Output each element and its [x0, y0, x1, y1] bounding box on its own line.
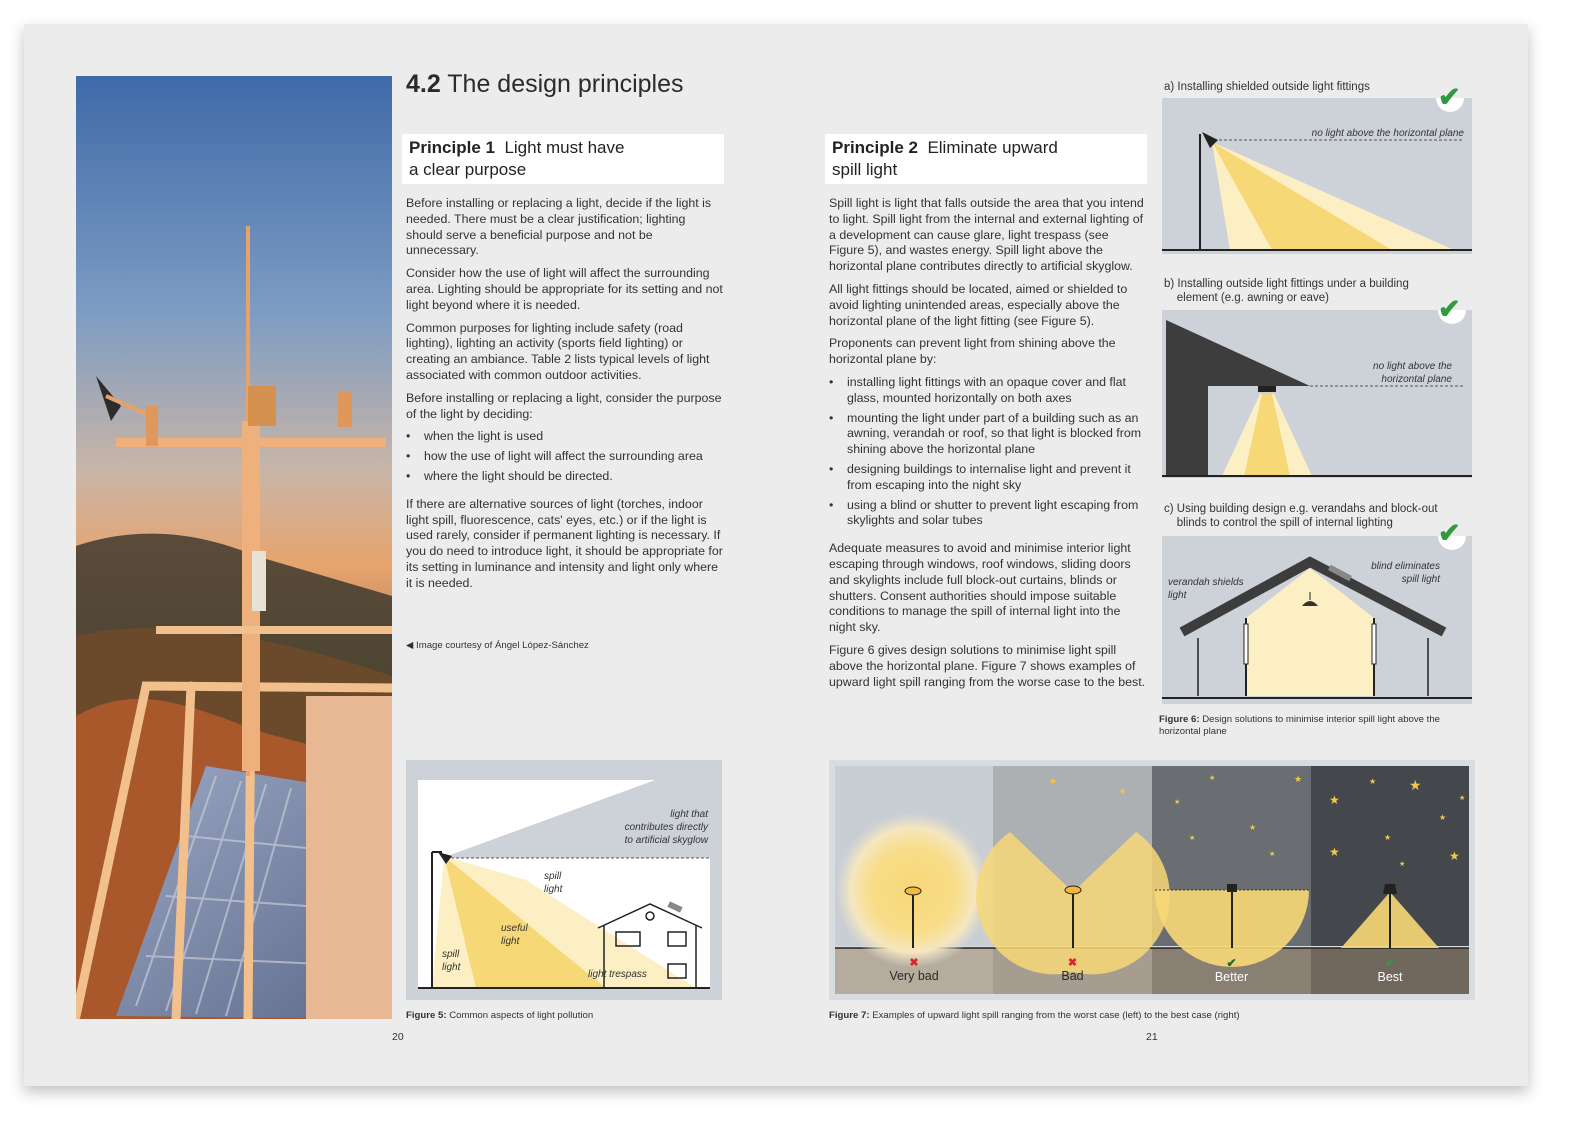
svg-text:★: ★	[1369, 777, 1377, 786]
list-item: • designing buildings to internalise light and prevent it from escaping into the night sky	[829, 462, 1147, 494]
check-icon: ✔	[1384, 956, 1396, 970]
trespass-label: light trespass	[588, 969, 647, 980]
list-item: • when the light is used	[406, 429, 724, 445]
figure-7-caption: Figure 7: Examples of upward light spill ranging from the worst case (left) to the best case (right)	[829, 1010, 1240, 1021]
figure-5-caption: Figure 5: Common aspects of light pollution	[406, 1010, 594, 1021]
svg-text:★: ★	[1119, 787, 1127, 796]
svg-text:★: ★	[1269, 851, 1276, 858]
figure-6a-diagram	[1162, 98, 1472, 254]
principle-1-text: Before installing or replacing a light, decide if the light is needed. There must be a clear justification; lighting should serve a beneficial purpose and not be unnecessary. Consider how the use of light will affect the surrounding area. Lighting should be appropriate for its setting and not light beyond where it is needed. Common purposes for lighting include safety (road lighting), lighting an activity (sports field lighting) or creating an ambiance. Table 2 lists typical levels of light associated with common outdoor activities. Before installing or replacing a light, consider the purpose of the light by deciding: • when the light is used • how the use of light will affect the surrounding area • where the light should be directed. If there are alternative sources of light (torches, indoor light spill, fluorescence, cats' eyes, etc.) or if the light is used rarely, consider if permanent lighting is necessary. If you do need to introduce light, it should be appropriate for its setting in luminance and intensity and light only where it is needed.	[406, 196, 724, 599]
figure-6c-label: c) Using building design e.g. verandahs and block-out blinds to control the spill of internal lighting	[1164, 503, 1438, 529]
svg-text:★: ★	[1329, 793, 1340, 807]
figure-6b-label: b) Installing outside light fittings under a building element (e.g. awning or eave)	[1164, 278, 1409, 304]
check-icon: ✔	[1438, 82, 1461, 112]
principle-1-heading: Principle 1 Light must have a clear purpose	[402, 134, 724, 184]
svg-text:★: ★	[1049, 776, 1058, 786]
check-icon: ✔	[1438, 518, 1461, 548]
principle-2-text: Spill light is light that falls outside the area that you intend to light. Spill light from the internal and external lighting of a development can cause glare, light trespass (see Figure 5), and wastes energy. Spill light above the horizontal plane contributes directly to artificial skyglow. All light fittings should be located, aimed or shielded to avoid lighting unintended areas, especially above the horizontal plane of the light fitting (see Figure 5). Proponents can prevent light from shining above the horizontal plane by: • installing light fittings with an opaque cover and flat glass, mounted horizontally on both axes • mounting the light under part of a building such as an awning, verandah or roof, so that light is blocked from shining above the horizontal plane • designing buildings to internalise light and prevent it from escaping into the night sky • using a blind or shutter to prevent light escaping from skylights and solar tubes Adequate measures to avoid and minimise interior light escaping through windows, roof windows, sliding doors and skylights include full block-out curtains, blinds or shutters. Consent authorities should impose suitable conditions to manage the spill of internal light into the night sky. Figure 6 gives design solutions to minimise light spill above the horizontal plane. Figure 7 shows examples of upward light spill ranging from the worse case to the best.	[829, 196, 1147, 697]
svg-text:★: ★	[1459, 795, 1466, 802]
page-number-right: 21	[1146, 1031, 1158, 1043]
blind-label: blind eliminates spill light	[1371, 561, 1440, 585]
figure-7-diagram	[829, 760, 1475, 1000]
useful-light-label: useful light	[501, 923, 528, 947]
list-item: • using a blind or shutter to prevent light escaping from skylights and solar tubes	[829, 498, 1147, 530]
figure-7-panel-better: ✔ Better	[1152, 956, 1311, 984]
svg-text:★: ★	[1294, 774, 1303, 784]
purpose-list	[406, 429, 724, 484]
page-number-left: 20	[392, 1031, 404, 1043]
cross-icon: ✖	[909, 957, 919, 969]
svg-text:★: ★	[1249, 823, 1257, 832]
weather-station-photo	[76, 76, 392, 1019]
svg-text:★: ★	[1189, 835, 1196, 842]
check-icon: ✔	[1226, 956, 1237, 970]
svg-text:★: ★	[1384, 833, 1392, 842]
list-item: • where the light should be directed.	[406, 469, 724, 485]
left-arrow-icon: ◀	[406, 640, 417, 651]
check-icon: ✔	[1438, 294, 1461, 324]
no-light-note-b: no light above the horizontal plane	[1373, 361, 1452, 385]
svg-text:★: ★	[1449, 849, 1460, 863]
figure-5-diagram	[406, 760, 722, 1000]
upper-spill-label: spill light	[544, 871, 563, 895]
svg-text:★: ★	[1399, 861, 1406, 868]
skyglow-label: light that contributes directly to artificial skyglow	[624, 809, 708, 846]
brochure-spread	[24, 24, 1528, 1086]
list-item: • installing light fittings with an opaque cover and flat glass, mounted horizontally on both axes	[829, 375, 1147, 407]
svg-text:★: ★	[1174, 799, 1181, 806]
svg-text:★: ★	[1209, 775, 1216, 782]
image-credit: ◀ Image courtesy of Ángel López-Sánchez	[406, 640, 589, 651]
prevention-list	[829, 375, 1147, 529]
no-light-note: no light above the horizontal plane	[1311, 128, 1464, 139]
figure-6-caption: Figure 6: Design solutions to minimise interior spill light above the horizontal plane	[1159, 714, 1441, 737]
figure-6b-diagram	[1162, 310, 1472, 478]
figure-7-panel-bad: ✖ Bad	[993, 956, 1152, 983]
figure-7-panel-best: ✔ Best	[1311, 956, 1469, 984]
principle-2-heading: Principle 2 Eliminate upward spill light	[825, 134, 1147, 184]
svg-text:★: ★	[1439, 813, 1447, 822]
section-heading: 4.2 The design principles	[406, 70, 684, 98]
verandah-label: verandah shields light	[1168, 577, 1244, 601]
svg-text:★: ★	[1409, 777, 1422, 793]
svg-text:★: ★	[1329, 845, 1340, 859]
figure-6a-label: a) Installing shielded outside light fittings	[1164, 81, 1370, 93]
lower-spill-label: spill light	[442, 949, 461, 973]
figure-6c-diagram	[1162, 536, 1472, 704]
cross-icon: ✖	[1067, 957, 1078, 969]
list-item: • how the use of light will affect the surrounding area	[406, 449, 724, 465]
figure-7-panel-very-bad: ✖ Very bad	[835, 956, 993, 983]
list-item: • mounting the light under part of a building such as an awning, verandah or roof, so that light is blocked from shining above the horizontal plane	[829, 411, 1147, 458]
